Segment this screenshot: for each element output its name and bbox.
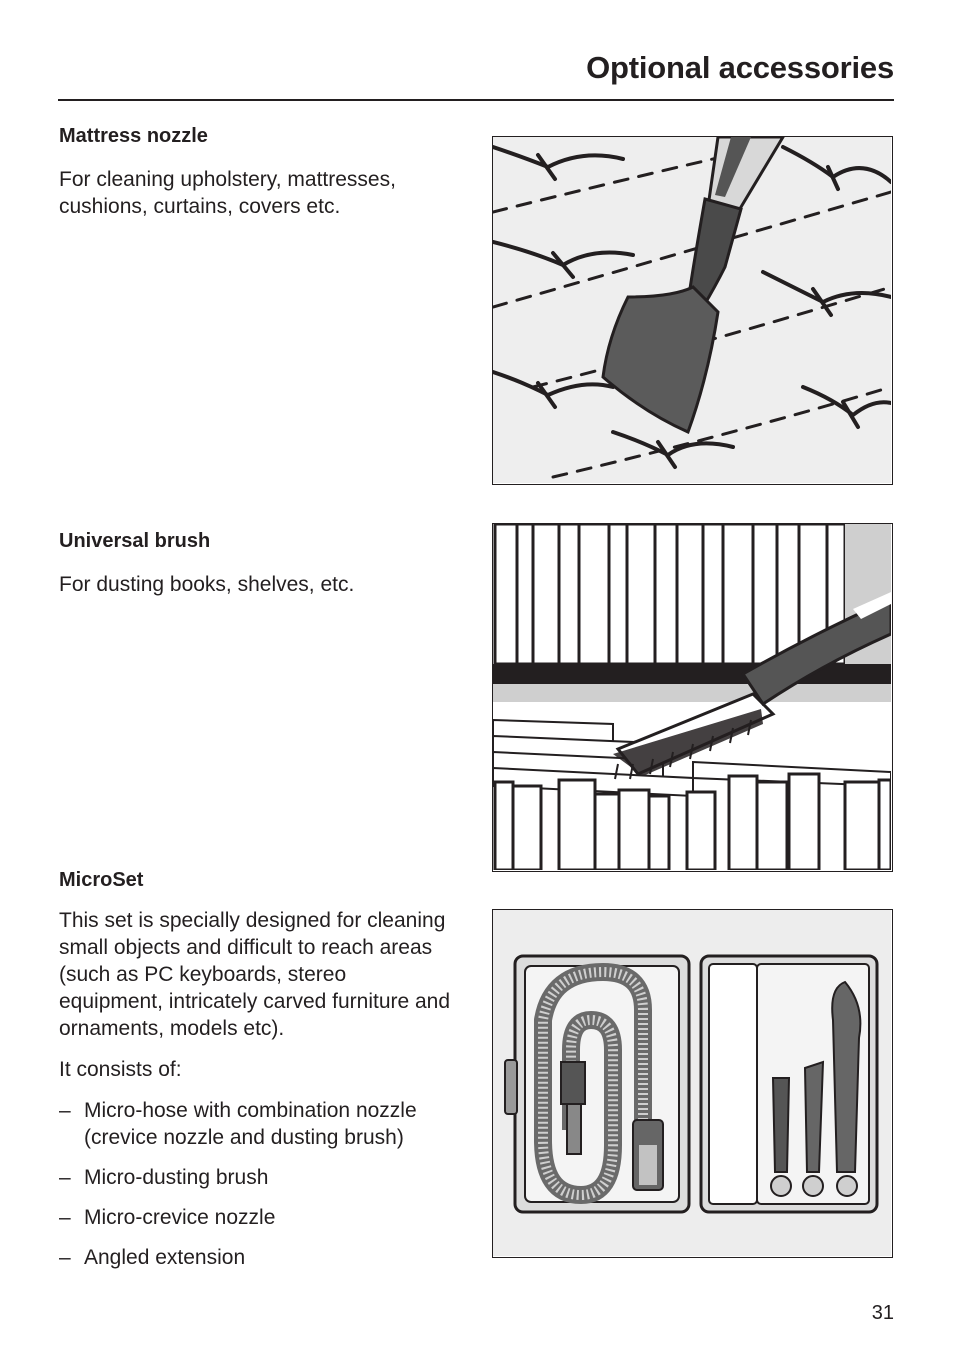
- mattress-nozzle-description: For cleaning upholstery, mattresses, cushions, curtains, covers etc.: [59, 168, 396, 218]
- list-item: [59, 1204, 454, 1231]
- list-item: [59, 1244, 454, 1271]
- microset-items-list: [59, 1097, 454, 1284]
- universal-brush-heading: Universal brush: [59, 530, 211, 552]
- list-item-text: Micro-hose with combination nozzle (crevice nozzle and dusting brush): [84, 1099, 417, 1149]
- list-dash: –: [59, 1166, 71, 1189]
- list-item-text: Micro-dusting brush: [84, 1166, 269, 1189]
- universal-brush-illustration: [492, 523, 893, 872]
- list-dash: –: [59, 1206, 71, 1229]
- mattress-nozzle-heading: Mattress nozzle: [59, 125, 208, 147]
- microset-illustration: [492, 909, 893, 1258]
- title-rule: [58, 99, 894, 101]
- list-dash: –: [59, 1246, 71, 1269]
- page-title: Optional accessories: [586, 50, 894, 85]
- microset-description: This set is specially designed for cleaning small objects and difficult to reach areas (such as PC keyboards, stereo equipment, intricately carved furniture and ornaments, models etc).: [59, 909, 451, 1040]
- microset-heading: MicroSet: [59, 869, 144, 891]
- list-item: [59, 1164, 454, 1191]
- microset-consists-intro: It consists of:: [59, 1058, 182, 1081]
- list-item-text: Angled extension: [84, 1246, 246, 1269]
- mattress-nozzle-illustration: [492, 136, 893, 485]
- page-number: 31: [871, 1302, 894, 1324]
- list-item-text: Micro-crevice nozzle: [84, 1206, 276, 1229]
- universal-brush-description: For dusting books, shelves, etc.: [59, 573, 355, 596]
- list-item: [59, 1097, 454, 1151]
- list-dash: –: [59, 1099, 71, 1122]
